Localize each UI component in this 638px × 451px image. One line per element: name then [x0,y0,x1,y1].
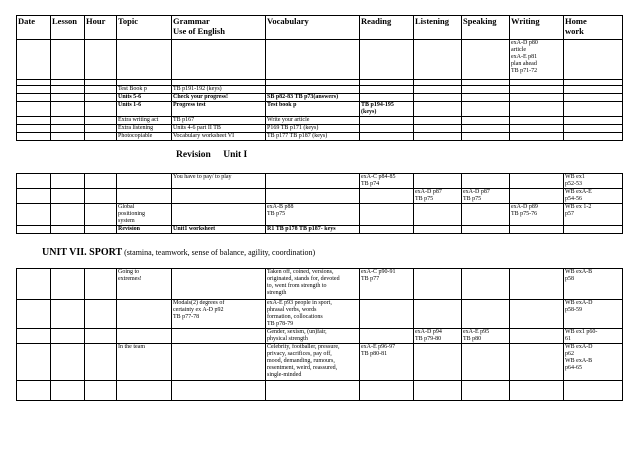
vocabulary-cell: exA-E p93 people in sport, phrasal verbs, words formation, collocations TB p78-79 [266,300,360,329]
table-row [17,344,623,381]
homework-cell: WB ex 1-2 p57 [564,204,623,226]
vocabulary-cell: P169 TB p171 (keys) [266,125,360,133]
table-row [17,226,623,234]
unit-7-subtitle: (stamina, teamwork, sense of balance, agility, coordination) [122,248,316,257]
col-speaking: Speaking [462,16,510,40]
listening-cell: exA-D p87 TB p75 [414,189,462,204]
homework-cell: WB ex1 p52-53 [564,174,623,189]
reading-cell [360,125,414,133]
vocabulary-cell: Gender, sexism, (un)fair, physical strength [266,329,360,344]
vocabulary-cell: Taken off, coined, versions, originated, stands for, devoted to, went from strength to strength [266,269,360,300]
topic-cell: In the team [117,344,172,381]
lesson-plan-table-3 [16,268,623,401]
grammar-cell: Modals(2) degrees of certainty ex A-D p92 TB p77-78 [172,300,266,329]
unit-7-title: UNIT VII. SPORT [42,247,123,258]
homework-cell: WB exA-E p54-56 [564,189,623,204]
col-listening: Listening [414,16,462,40]
table-row [17,40,623,80]
col-grammar: Grammar Use of English [172,16,266,40]
grammar-cell: TB p191-192 (keys) [172,86,266,94]
table-row [17,269,623,300]
grammar-cell: Units 4-6 part II TB [172,125,266,133]
header-row [17,16,623,40]
col-homework: Home work [564,16,623,40]
lesson-plan-table-2 [16,173,623,234]
homework-cell: WB ex1 p60- 61 [564,329,623,344]
reading-cell: exA-C p84-85 TB p74 [360,174,414,189]
grammar-cell: You have to pay/ to play [172,174,266,189]
homework-cell: WB exA-D p58-59 [564,300,623,329]
table-row [17,174,623,189]
listening-cell: exA-D p94 TB p79-80 [414,329,462,344]
col-date: Date [17,16,51,40]
homework-cell: WB exA-D p62 WB exA-B p64-65 [564,344,623,381]
reading-cell [360,86,414,94]
lesson-plan-table-1 [16,15,623,141]
col-writing: Writing [510,16,564,40]
topic-cell: Units 1-6 [117,102,172,117]
vocabulary-cell [266,86,360,94]
topic-cell: Test Book p [117,86,172,94]
reading-cell [360,94,414,102]
revision-label: Revision [176,150,211,160]
table-row [17,86,623,94]
col-hour: Hour [85,16,117,40]
table-row [17,102,623,117]
topic-cell: Going to extremes! [117,269,172,300]
table-row [17,381,623,401]
table-row [17,133,623,141]
grammar-cell: Progress test [172,102,266,117]
reading-cell [360,133,414,141]
table-row [17,117,623,125]
vocabulary-cell: exA-B p88 TB p75 [266,204,360,226]
col-topic: Topic [117,16,172,40]
topic-cell: Global positioning system [117,204,172,226]
topic-cell: Extra writing act [117,117,172,125]
col-vocabulary: Vocabulary [266,16,360,40]
table-row [17,189,623,204]
grammar-cell: Check your progress! [172,94,266,102]
grammar-cell: Vocabulary worksheet VI [172,133,266,141]
vocabulary-cell: Write your article [266,117,360,125]
col-reading: Reading [360,16,414,40]
table-row [17,329,623,344]
speaking-cell: exA-E p95 TB p80 [462,329,510,344]
vocabulary-cell: Celebrity, footballer, pressure, privacy, sacrifices, pay off, mood, demanding, rumours, resentment, weird, reassured, single-minded [266,344,360,381]
topic-cell: Extra listening [117,125,172,133]
topic-cell: Revision [117,226,172,234]
col-lesson: Lesson [51,16,85,40]
reading-cell: exA-E p96-97 TB p80-81 [360,344,414,381]
revision-heading [176,150,257,160]
table-row [17,300,623,329]
reading-cell: exA-C p90-91 TB p77 [360,269,414,300]
table-row [17,94,623,102]
unit-7-heading [42,247,315,258]
topic-cell: Units 5-6 [117,94,172,102]
writing-cell: exA-D p89 TB p75-76 [510,204,564,226]
topic-cell: Photocopiable [117,133,172,141]
vocabulary-cell: SB p82-83 TB p73(answers) [266,94,360,102]
writing-cell: exA-D p80 article exA-E p81 plan ahead TB p71-72 [510,40,564,80]
speaking-cell: exA-D p87 TB p75 [462,189,510,204]
grammar-cell: TB p167 [172,117,266,125]
vocabulary-cell: TB p177 TB p187 (keys) [266,133,360,141]
vocabulary-cell: R1 TB p178 TB p187- keys [266,226,360,234]
grammar-cell: Unit1 worksheet [172,226,266,234]
table-row [17,125,623,133]
reading-cell: TB p194-195 (keys) [360,102,414,117]
table-row [17,204,623,226]
homework-cell: WB exA-B p58 [564,269,623,300]
revision-unit-label: Unit I [223,150,248,160]
vocabulary-cell: Test book p [266,102,360,117]
reading-cell [360,117,414,125]
